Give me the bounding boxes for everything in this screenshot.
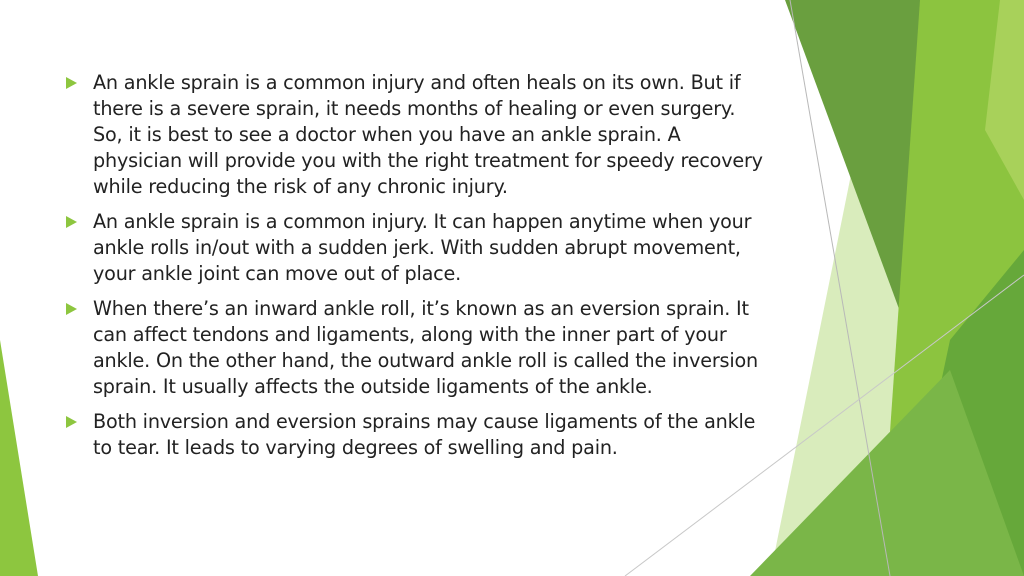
triangle-right-icon — [66, 216, 77, 228]
bullet-text: Both inversion and eversion sprains may cause ligaments of the ankle to tear. It leads to varying degrees of swelling and pain. — [93, 410, 756, 459]
bullet-item — [66, 70, 766, 200]
bullet-item — [66, 209, 766, 287]
bullet-text: An ankle sprain is a common injury. It can happen anytime when your ankle rolls in/out with a sudden jerk. With sudden abrupt movement, your ankle joint can move out of place. — [93, 210, 752, 285]
bullet-list — [66, 70, 766, 461]
triangle-right-icon — [66, 303, 77, 315]
bullet-text: When there’s an inward ankle roll, it’s known as an eversion sprain. It can affect tendons and ligaments, along with the inner part of your ankle. On the other hand, the outward ankle roll is called the inversion sprain. It usually affects the outside ligaments of the ankle. — [93, 297, 758, 398]
slide-content — [66, 70, 766, 470]
bullet-item — [66, 296, 766, 400]
triangle-right-icon — [66, 416, 77, 428]
bullet-text: An ankle sprain is a common injury and often heals on its own. But if there is a severe sprain, it needs months of healing or even surgery. So, it is best to see a doctor when you have an ankle sprain. A physician will provide you with the right treatment for speedy recovery while reducing the risk of any chronic injury. — [93, 71, 763, 198]
triangle-right-icon — [66, 77, 77, 89]
bullet-item — [66, 409, 766, 461]
left-green-sliver — [0, 340, 38, 576]
